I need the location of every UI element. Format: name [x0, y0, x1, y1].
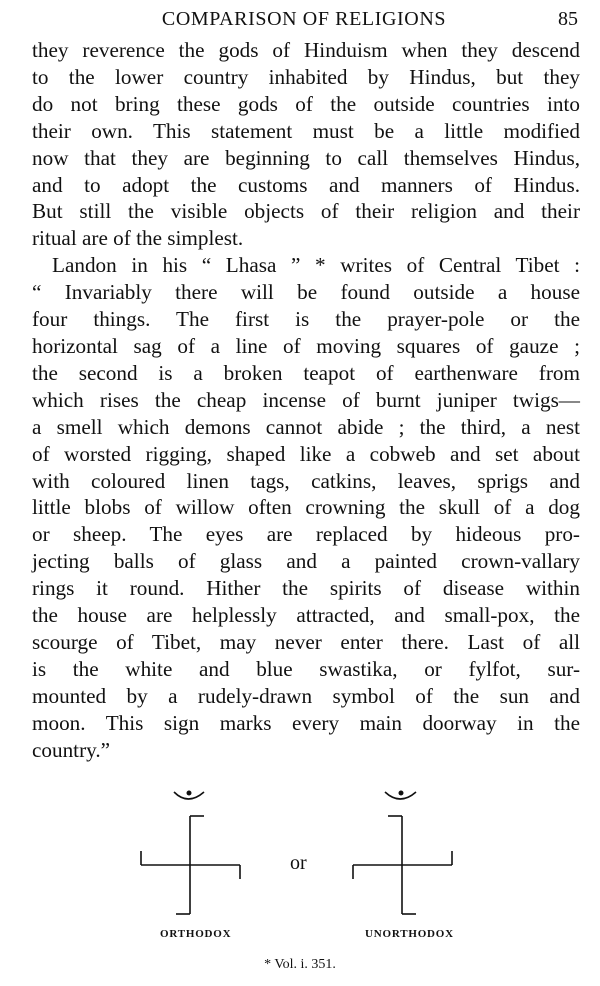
paragraph-1	[32, 37, 580, 252]
text-line: and to adopt the customs and manners of Hindus.	[32, 172, 580, 197]
swastika-orthodox-icon	[141, 816, 240, 914]
text-line: to the lower country inhabited by Hindus, but they	[32, 64, 580, 89]
body-text	[32, 37, 580, 763]
sun-moon-symbol-left	[174, 791, 204, 800]
text-line: do not bring these gods of the outside countries into	[32, 91, 580, 116]
orthodox-caption: ORTHODOX	[160, 928, 232, 940]
text-line: the second is a broken teapot of earthenware from	[32, 360, 580, 385]
text-line: jecting balls of glass and a painted crown-vallary	[32, 549, 580, 574]
unorthodox-caption: UNORTHODOX	[365, 928, 454, 940]
text-line: is the white and blue swastika, or fylfot, sur-	[32, 656, 580, 681]
running-header	[30, 8, 578, 34]
paragraph-2	[32, 252, 580, 763]
text-line: they reverence the gods of Hinduism when they descend	[32, 38, 580, 62]
running-head-title: COMPARISON OF RELIGIONS	[161, 8, 447, 30]
text-line: Landon in his “ Lhasa ” * writes of Central Tibet :	[52, 253, 580, 278]
text-line: “ Invariably there will be found outside a house	[32, 280, 580, 305]
swastika-figure	[0, 778, 600, 948]
orthodox-swastika	[141, 791, 240, 915]
text-line: the house are helplessly attracted, and small-pox, the	[32, 603, 580, 628]
sun-dot-icon	[187, 791, 192, 796]
figure-connector: or	[290, 852, 307, 874]
text-line: moon. This sign marks every main doorway in the	[32, 710, 580, 735]
text-line: country.”	[32, 737, 111, 762]
text-line: of worsted rigging, shaped like a cobweb and set about	[32, 441, 580, 466]
text-line: But still the visible objects of their religion and their	[32, 199, 580, 224]
text-line: which rises the cheap incense of burnt juniper twigs—	[32, 387, 580, 412]
text-line: with coloured linen tags, catkins, leaves, sprigs and	[32, 468, 580, 493]
text-line: rings it round. Hither the spirits of disease within	[32, 576, 580, 601]
text-line: horizontal sag of a line of moving squares of gauze ;	[32, 333, 580, 358]
text-line: mounted by a rudely-drawn symbol of the sun and	[32, 683, 580, 708]
sun-moon-symbol-right	[385, 791, 416, 800]
footnote: * Vol. i. 351.	[264, 957, 336, 972]
text-line: their own. This statement must be a little modified	[32, 118, 580, 143]
unorthodox-swastika	[353, 791, 452, 915]
text-line: a smell which demons cannot abide ; the third, a nest	[32, 414, 580, 439]
swastika-unorthodox-icon	[353, 816, 452, 914]
sun-dot-icon	[399, 791, 404, 796]
text-line: or sheep. The eyes are replaced by hideous pro-	[32, 522, 580, 547]
text-line: little blobs of willow often crowning the skull of a dog	[32, 495, 580, 520]
page-number: 85	[558, 8, 578, 30]
text-line: ritual are of the simplest.	[32, 226, 244, 251]
text-line: scourge of Tibet, may never enter there. Last of all	[32, 629, 580, 654]
text-line: four things. The first is the prayer-pole or the	[32, 307, 580, 332]
text-line: now that they are beginning to call themselves Hindus,	[32, 145, 580, 170]
